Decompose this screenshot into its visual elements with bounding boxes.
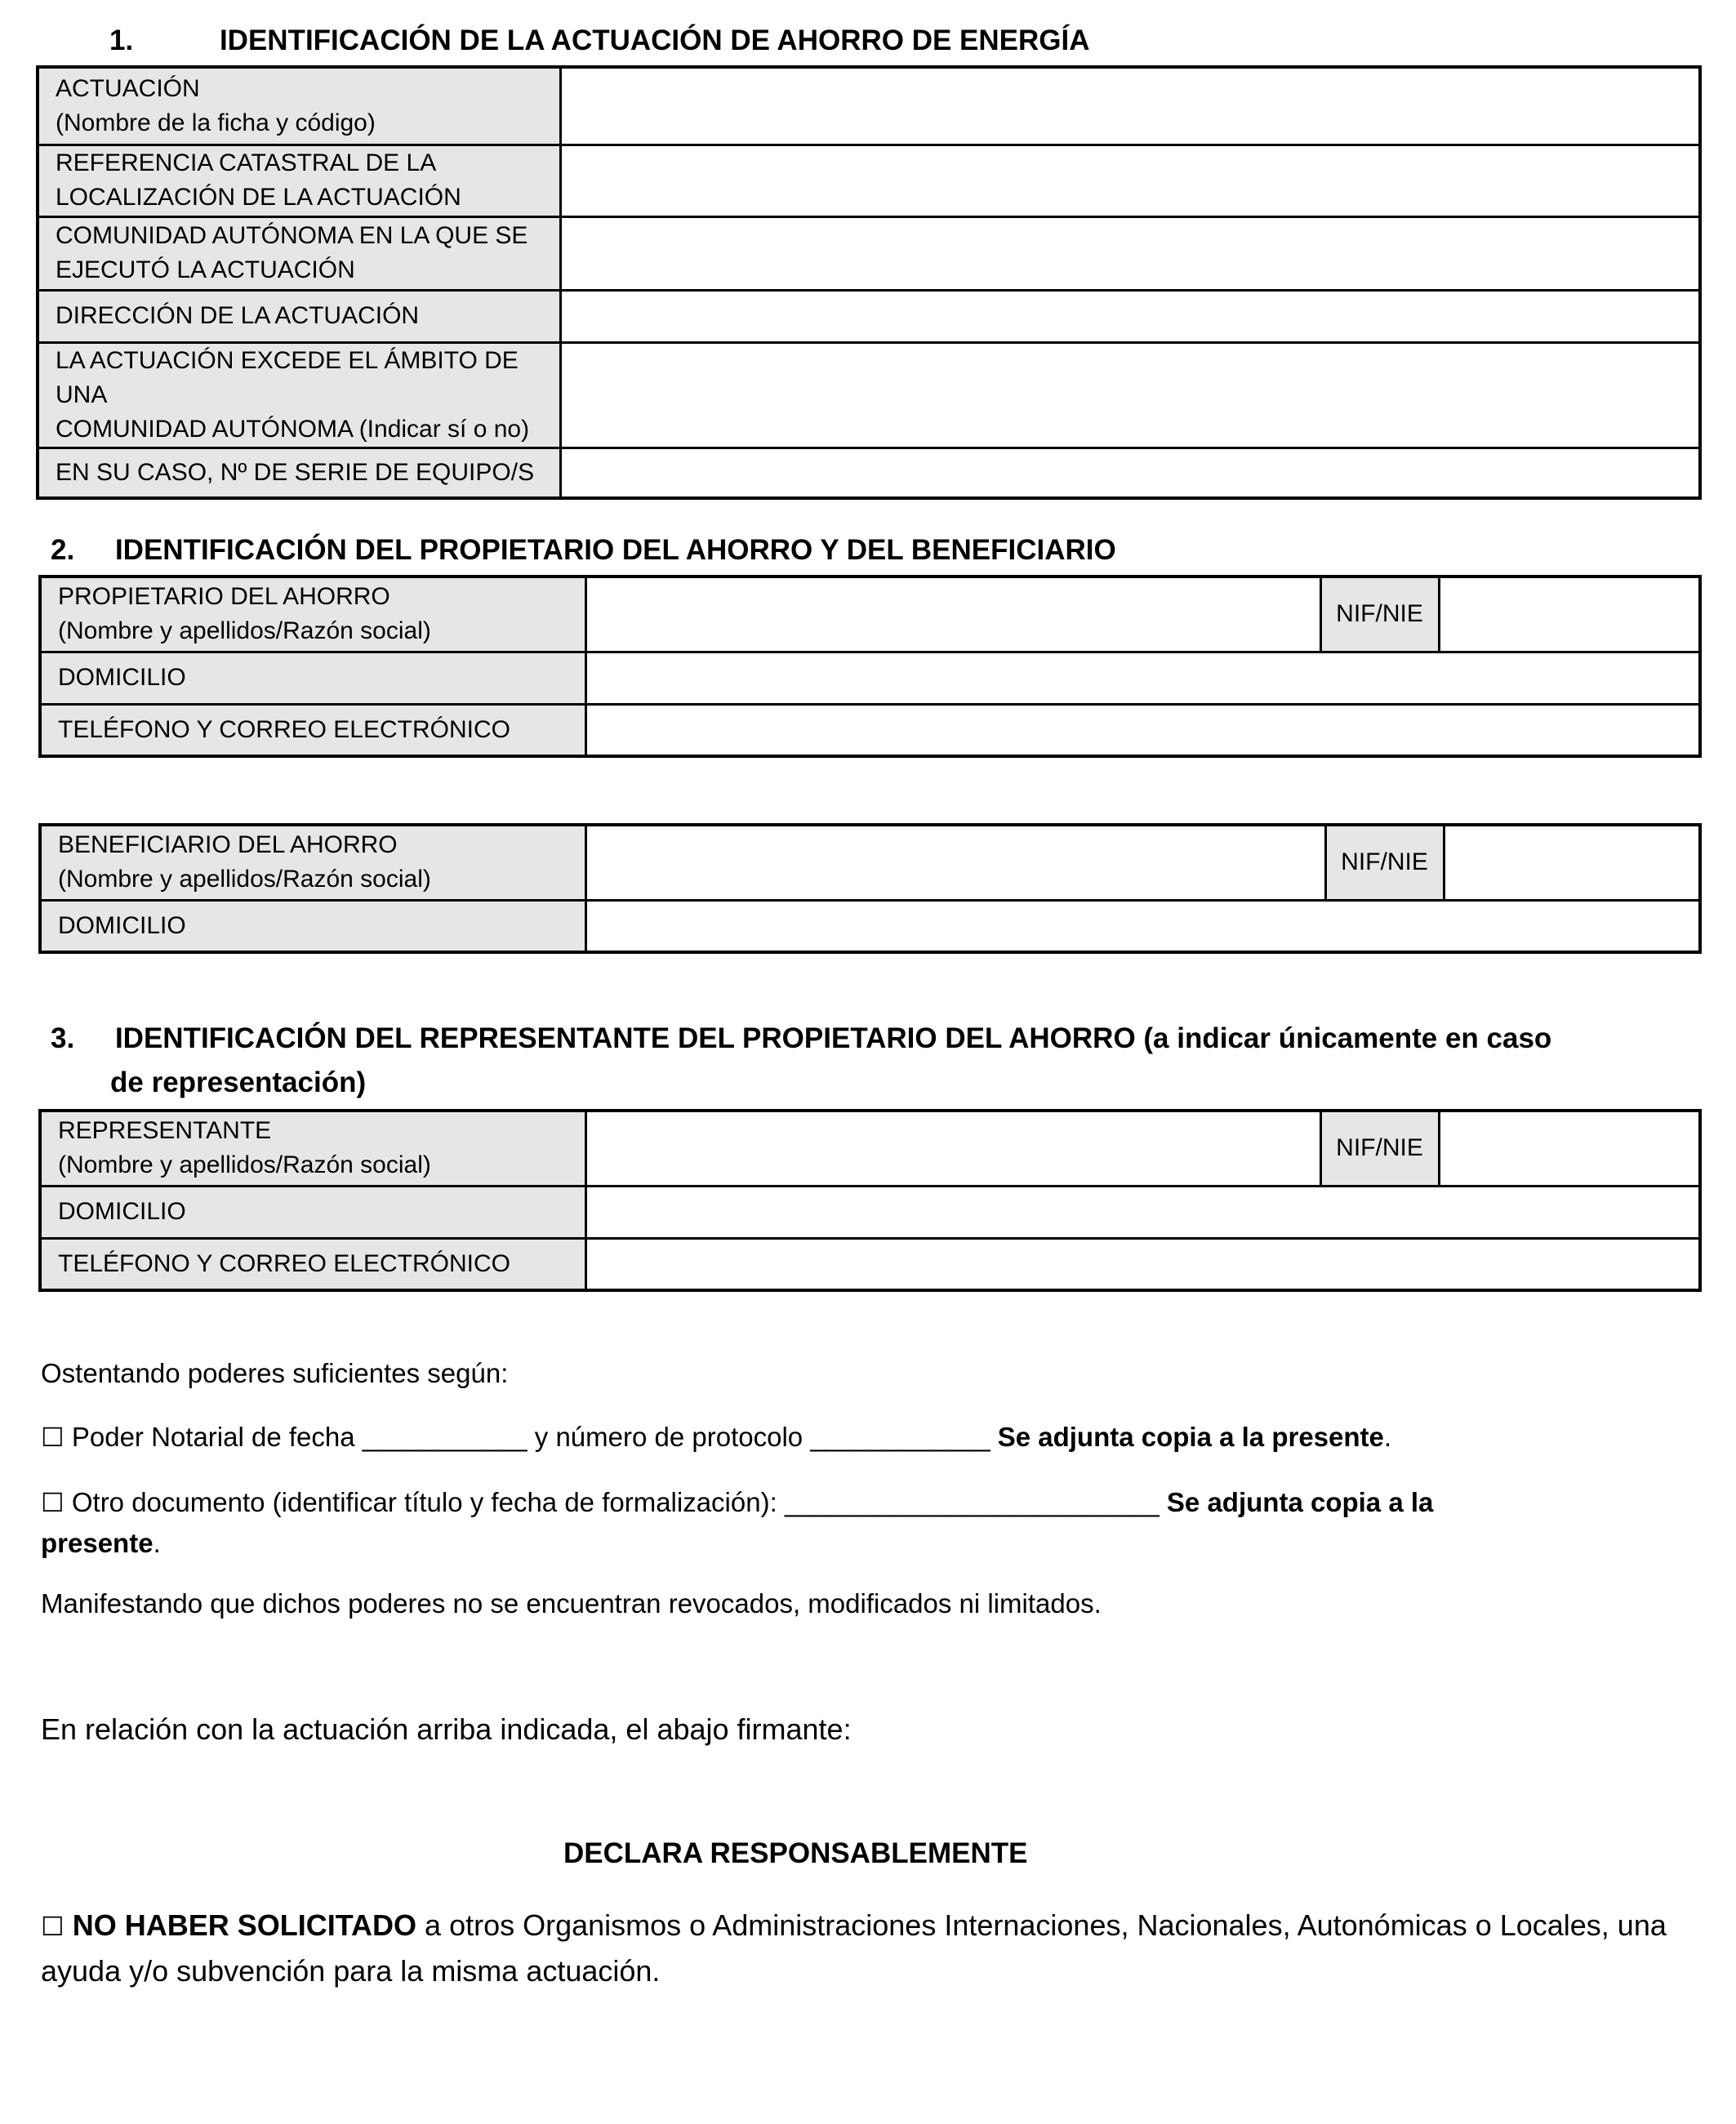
notarial-power-text: Poder Notarial de fecha ___________ y número de protocolo ____________ xyxy=(71,1422,998,1452)
table-row xyxy=(38,448,1700,498)
table-row xyxy=(40,900,1700,952)
representative-name-field[interactable] xyxy=(585,1111,1320,1186)
section-3-number: 3. xyxy=(51,1022,75,1054)
exceeds-community-field[interactable] xyxy=(560,342,1700,448)
table-row xyxy=(40,1238,1700,1290)
declaration-item-bold: NO HABER SOLICITADO xyxy=(72,1908,417,1942)
cadastral-reference-field[interactable] xyxy=(560,145,1700,216)
declaration-item xyxy=(41,1903,1667,1949)
section-2-heading xyxy=(51,532,1116,568)
representative-contact-field[interactable] xyxy=(585,1238,1700,1290)
declaration-item-text: a otros Organismos o Administraciones Internaciones, Nacionales, Autonómicas o Locales, una xyxy=(416,1908,1667,1942)
owner-address-label: DOMICILIO xyxy=(40,652,585,704)
owner-nif-label: NIF/NIE xyxy=(1320,577,1439,652)
notarial-power-option: ☐ Poder Notarial de fecha ___________ y número de protocolo ____________ Se adjunta copia a la presente. xyxy=(41,1422,1392,1453)
beneficiary-nif-label: NIF/NIE xyxy=(1325,825,1444,900)
representative-contact-label: TELÉFONO Y CORREO ELECTRÓNICO xyxy=(40,1238,585,1290)
beneficiary-name-label: BENEFICIARIO DEL AHORRO (Nombre y apellidos/Razón social) xyxy=(40,825,585,900)
table-row xyxy=(40,704,1700,756)
section-1-number: 1. xyxy=(109,24,134,56)
actuation-label: ACTUACIÓN (Nombre de la ficha y código) xyxy=(38,67,560,145)
table-row xyxy=(40,825,1700,900)
notarial-power-attached-note: Se adjunta copia a la presente xyxy=(997,1422,1384,1452)
section-3-heading xyxy=(51,1021,1551,1057)
other-document-attached-note: Se adjunta copia a la xyxy=(1166,1487,1434,1517)
beneficiary-table xyxy=(38,823,1702,954)
table-row xyxy=(40,652,1700,704)
declaration-item-line2: ayuda y/o subvención para la misma actuación. xyxy=(41,1954,661,1988)
beneficiary-address-field[interactable] xyxy=(585,900,1700,952)
owner-name-label: PROPIETARIO DEL AHORRO (Nombre y apellidos/Razón social) xyxy=(40,577,585,652)
autonomous-community-label: COMUNIDAD AUTÓNOMA EN LA QUE SE EJECUTÓ LA ACTUACIÓN xyxy=(38,216,560,290)
owner-nif-field[interactable] xyxy=(1439,577,1700,652)
table-row xyxy=(38,145,1700,216)
table-row xyxy=(38,290,1700,342)
powers-intro: Ostentando poderes suficientes según: xyxy=(41,1358,509,1388)
section-2-number: 2. xyxy=(51,534,75,566)
other-document-option xyxy=(41,1483,1433,1522)
beneficiary-address-label: DOMICILIO xyxy=(40,900,585,952)
owner-name-field[interactable] xyxy=(585,577,1320,652)
declaration-intro: En relación con la actuación arriba indicada, el abajo firmante: xyxy=(41,1712,852,1746)
actuation-address-field[interactable] xyxy=(560,290,1700,342)
representative-nif-label: NIF/NIE xyxy=(1320,1111,1439,1186)
table-row xyxy=(38,67,1700,145)
section-3-title-line2: de representación) xyxy=(110,1066,367,1098)
table-row xyxy=(40,1111,1700,1186)
exceeds-community-label: LA ACTUACIÓN EXCEDE EL ÁMBITO DE UNA COMUNIDAD AUTÓNOMA (Indicar sí o no) xyxy=(38,342,560,448)
other-document-continuation: presente. xyxy=(41,1528,161,1558)
owner-contact-label: TELÉFONO Y CORREO ELECTRÓNICO xyxy=(40,704,585,756)
actuation-field[interactable] xyxy=(560,67,1700,145)
representative-address-label: DOMICILIO xyxy=(40,1186,585,1238)
owner-address-field[interactable] xyxy=(585,652,1700,704)
section-1-title: IDENTIFICACIÓN DE LA ACTUACIÓN DE AHORRO DE ENERGÍA xyxy=(219,24,1090,56)
other-document-text: Otro documento (identificar título y fecha de formalización): _________________________ xyxy=(71,1487,1167,1517)
autonomous-community-field[interactable] xyxy=(560,216,1700,290)
notarial-power-checkbox[interactable]: ☐ xyxy=(41,1422,65,1453)
section-2-title: IDENTIFICACIÓN DEL PROPIETARIO DEL AHORRO Y DEL BENEFICIARIO xyxy=(114,534,1116,566)
other-document-checkbox[interactable]: ☐ xyxy=(41,1487,65,1518)
table-row xyxy=(38,342,1700,448)
section-1-heading xyxy=(109,23,1090,59)
powers-statement: Manifestando que dichos poderes no se encuentran revocados, modificados ni limitados. xyxy=(41,1588,1102,1619)
table-row xyxy=(40,1186,1700,1238)
not-requested-checkbox[interactable]: ☐ xyxy=(41,1911,65,1942)
representative-address-field[interactable] xyxy=(585,1186,1700,1238)
representative-table xyxy=(38,1109,1702,1292)
owner-contact-field[interactable] xyxy=(585,704,1700,756)
actuation-address-label: DIRECCIÓN DE LA ACTUACIÓN xyxy=(38,290,560,342)
owner-table xyxy=(38,575,1702,758)
equipment-serial-label: EN SU CASO, Nº DE SERIE DE EQUIPO/S xyxy=(38,448,560,498)
section-3-title-line1: IDENTIFICACIÓN DEL REPRESENTANTE DEL PROPIETARIO DEL AHORRO (a indicar únicamente en caso xyxy=(114,1022,1552,1054)
actuation-table xyxy=(36,65,1702,500)
representative-name-label: REPRESENTANTE (Nombre y apellidos/Razón social) xyxy=(40,1111,585,1186)
cadastral-reference-label: REFERENCIA CATASTRAL DE LA LOCALIZACIÓN DE LA ACTUACIÓN xyxy=(38,145,560,216)
equipment-serial-field[interactable] xyxy=(560,448,1700,498)
representative-nif-field[interactable] xyxy=(1439,1111,1700,1186)
table-row xyxy=(38,216,1700,290)
beneficiary-nif-field[interactable] xyxy=(1444,825,1700,900)
table-row xyxy=(40,577,1700,652)
beneficiary-name-field[interactable] xyxy=(585,825,1325,900)
declaration-title: DECLARA RESPONSABLEMENTE xyxy=(563,1837,1028,1869)
